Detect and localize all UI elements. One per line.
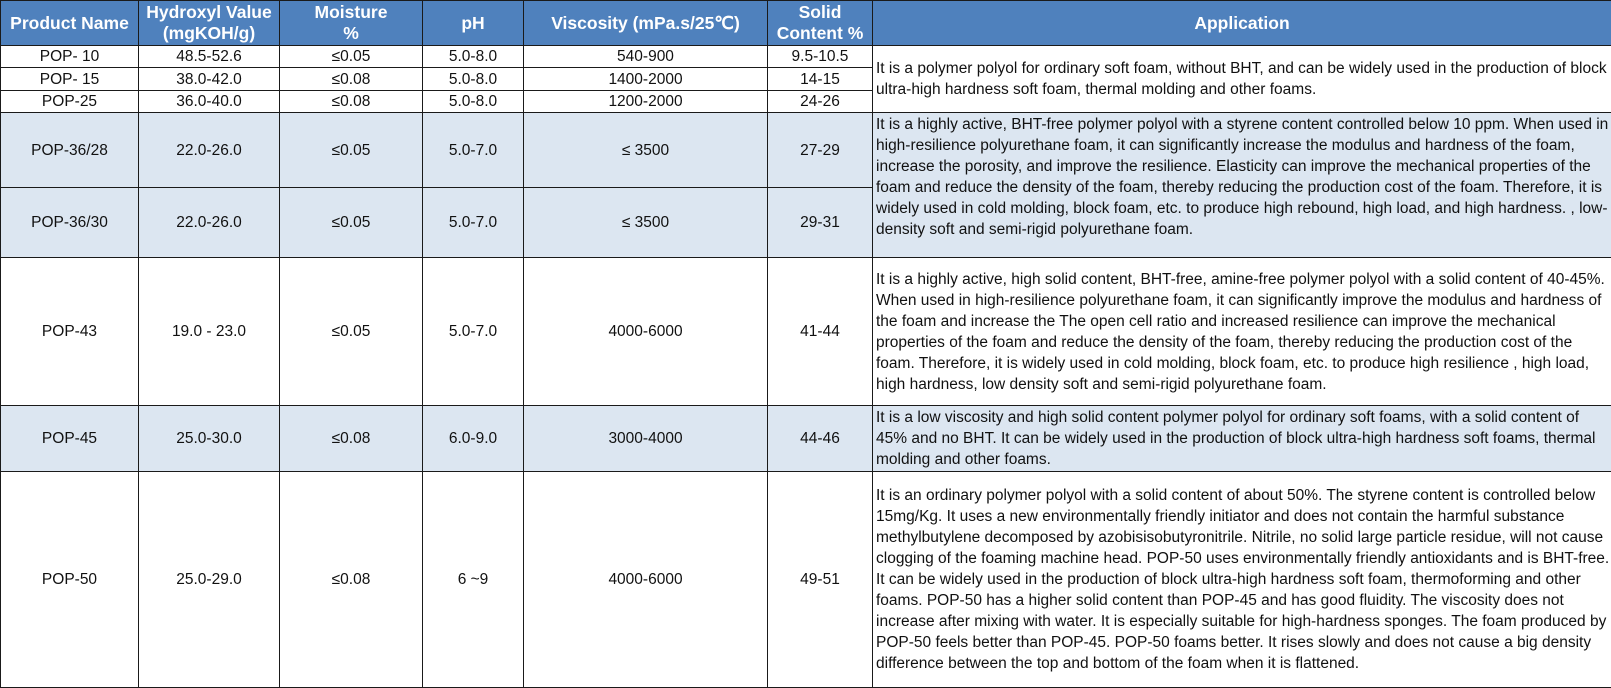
header-moisture-line1: Moisture <box>314 2 388 22</box>
header-ph-text: pH <box>461 12 485 33</box>
cell-solid-content: 44-46 <box>768 406 873 471</box>
cell-ph: 5.0-8.0 <box>423 90 524 112</box>
cell-hydroxyl: 38.0-42.0 <box>139 68 280 90</box>
cell-viscosity: 1200-2000 <box>524 90 768 112</box>
cell-moisture: ≤0.08 <box>280 90 423 112</box>
cell-viscosity: 540-900 <box>524 46 768 68</box>
header-solid-line1: Solid <box>798 2 842 22</box>
cell-product-name: POP-36/28 <box>1 113 139 188</box>
cell-hydroxyl: 22.0-26.0 <box>139 113 280 188</box>
header-application <box>873 1 1611 46</box>
cell-product-name: POP- 15 <box>1 68 139 90</box>
header-ph <box>423 1 524 46</box>
cell-product-name: POP-25 <box>1 90 139 112</box>
cell-viscosity: ≤ 3500 <box>524 113 768 188</box>
cell-solid-content: 14-15 <box>768 68 873 90</box>
cell-product-name: POP-36/30 <box>1 187 139 257</box>
cell-solid-content: 24-26 <box>768 90 873 112</box>
cell-product-name: POP-43 <box>1 258 139 406</box>
cell-product-name: POP-45 <box>1 406 139 471</box>
header-solid-content <box>768 1 873 46</box>
header-solid-line2: Content % <box>776 23 864 43</box>
header-hydroxyl-value <box>139 1 280 46</box>
cell-viscosity: 1400-2000 <box>524 68 768 90</box>
cell-solid-content: 29-31 <box>768 187 873 257</box>
table-row <box>1 406 1611 471</box>
cell-hydroxyl: 22.0-26.0 <box>139 187 280 257</box>
cell-application: It is a highly active, high solid content, BHT-free, amine-free polymer polyol with a solid content of 40-45%. When used in high-resilience polyurethane foam, it can significantly improve the modulus and hardness of the foam and increase the The open cell ratio and increased resilience can improve the mechanical properties of the foam and reduce the density of the foam, thereby reducing the production cost of the foam. Therefore, it is widely used in cold molding, block foam, etc. to produce high resilience , high load, high hardness, low density soft and semi-rigid polyurethane foam. <box>873 258 1611 406</box>
cell-application: It is a low viscosity and high solid content polymer polyol for ordinary soft foams, with a solid content of 45% and no BHT. It can be widely used in the production of block ultra-high hardness soft foams, thermal molding and other foams. <box>873 406 1611 471</box>
table-row <box>1 258 1611 406</box>
cell-ph: 6 ~9 <box>423 471 524 687</box>
cell-solid-content: 27-29 <box>768 113 873 188</box>
cell-solid-content: 9.5-10.5 <box>768 46 873 68</box>
cell-moisture: ≤0.05 <box>280 113 423 188</box>
cell-moisture: ≤0.05 <box>280 258 423 406</box>
header-hydroxyl-line2: (mgKOH/g) <box>162 23 256 43</box>
cell-hydroxyl: 48.5-52.6 <box>139 46 280 68</box>
header-hydroxyl-line1: Hydroxyl Value <box>146 2 272 22</box>
header-product-name <box>1 1 139 46</box>
cell-product-name: POP-50 <box>1 471 139 687</box>
header-viscosity-text: Viscosity (mPa.s/25℃) <box>551 12 740 33</box>
cell-ph: 5.0-7.0 <box>423 113 524 188</box>
cell-ph: 5.0-7.0 <box>423 258 524 406</box>
cell-ph: 6.0-9.0 <box>423 406 524 471</box>
cell-hydroxyl: 25.0-30.0 <box>139 406 280 471</box>
cell-moisture: ≤0.05 <box>280 46 423 68</box>
cell-viscosity: 4000-6000 <box>524 258 768 406</box>
cell-product-name: POP- 10 <box>1 46 139 68</box>
cell-ph: 5.0-8.0 <box>423 46 524 68</box>
header-moisture-line2: % <box>343 23 359 43</box>
header-product-name-text: Product Name <box>10 12 129 33</box>
cell-application: It is an ordinary polymer polyol with a solid content of about 50%. The styrene content is controlled below 15mg/Kg. It uses a new environmentally friendly initiator and does not contain the harmful substance methylbutylene decomposed by azobisisobutyronitrile. Nitrile, no solid large particle residue, will not cause clogging of the foaming machine head. POP-50 uses environmentally friendly antioxidants and is BHT-free. It can be widely used in the production of block ultra-high hardness soft foam, thermoforming and other foams. POP-50 has a higher solid content than POP-45 and has good fluidity. The viscosity does not increase after mixing with water. It is especially suitable for high-hardness sponges. The foam produced by POP-50 feels better than POP-45. POP-50 foams better. It rises slowly and does not cause a big density difference between the top and bottom of the foam when it is flattened. <box>873 471 1611 687</box>
header-application-text: Application <box>1194 12 1290 33</box>
cell-viscosity: 4000-6000 <box>524 471 768 687</box>
header-viscosity <box>524 1 768 46</box>
table-row <box>1 46 1611 68</box>
cell-moisture: ≤0.08 <box>280 471 423 687</box>
header-moisture <box>280 1 423 46</box>
cell-viscosity: ≤ 3500 <box>524 187 768 257</box>
cell-ph: 5.0-7.0 <box>423 187 524 257</box>
cell-moisture: ≤0.08 <box>280 406 423 471</box>
cell-application: It is a polymer polyol for ordinary soft foam, without BHT, and can be widely used in the production of block ultra-high hardness soft foam, thermal molding and other foams. <box>873 46 1611 113</box>
cell-hydroxyl: 19.0 - 23.0 <box>139 258 280 406</box>
table-row <box>1 471 1611 687</box>
cell-hydroxyl: 25.0-29.0 <box>139 471 280 687</box>
table-row <box>1 113 1611 188</box>
cell-solid-content: 41-44 <box>768 258 873 406</box>
cell-moisture: ≤0.05 <box>280 187 423 257</box>
cell-hydroxyl: 36.0-40.0 <box>139 90 280 112</box>
header-row <box>1 1 1611 46</box>
cell-solid-content: 49-51 <box>768 471 873 687</box>
cell-application: It is a highly active, BHT-free polymer polyol with a styrene content controlled below 10 ppm. When used in high-resilience polyurethane foam, it can significantly increase the modulus and hardness of the foam, increase the porosity, and improve the resilience. Elasticity can improve the mechanical properties of the foam and reduce the density of the foam, thereby reducing the production cost of the foam. Therefore, it is widely used in cold molding, block foam, etc. to produce high rebound, high load, and high hardness. , low-density soft and semi-rigid polyurethane foam. <box>873 113 1611 258</box>
cell-viscosity: 3000-4000 <box>524 406 768 471</box>
cell-moisture: ≤0.08 <box>280 68 423 90</box>
cell-ph: 5.0-8.0 <box>423 68 524 90</box>
